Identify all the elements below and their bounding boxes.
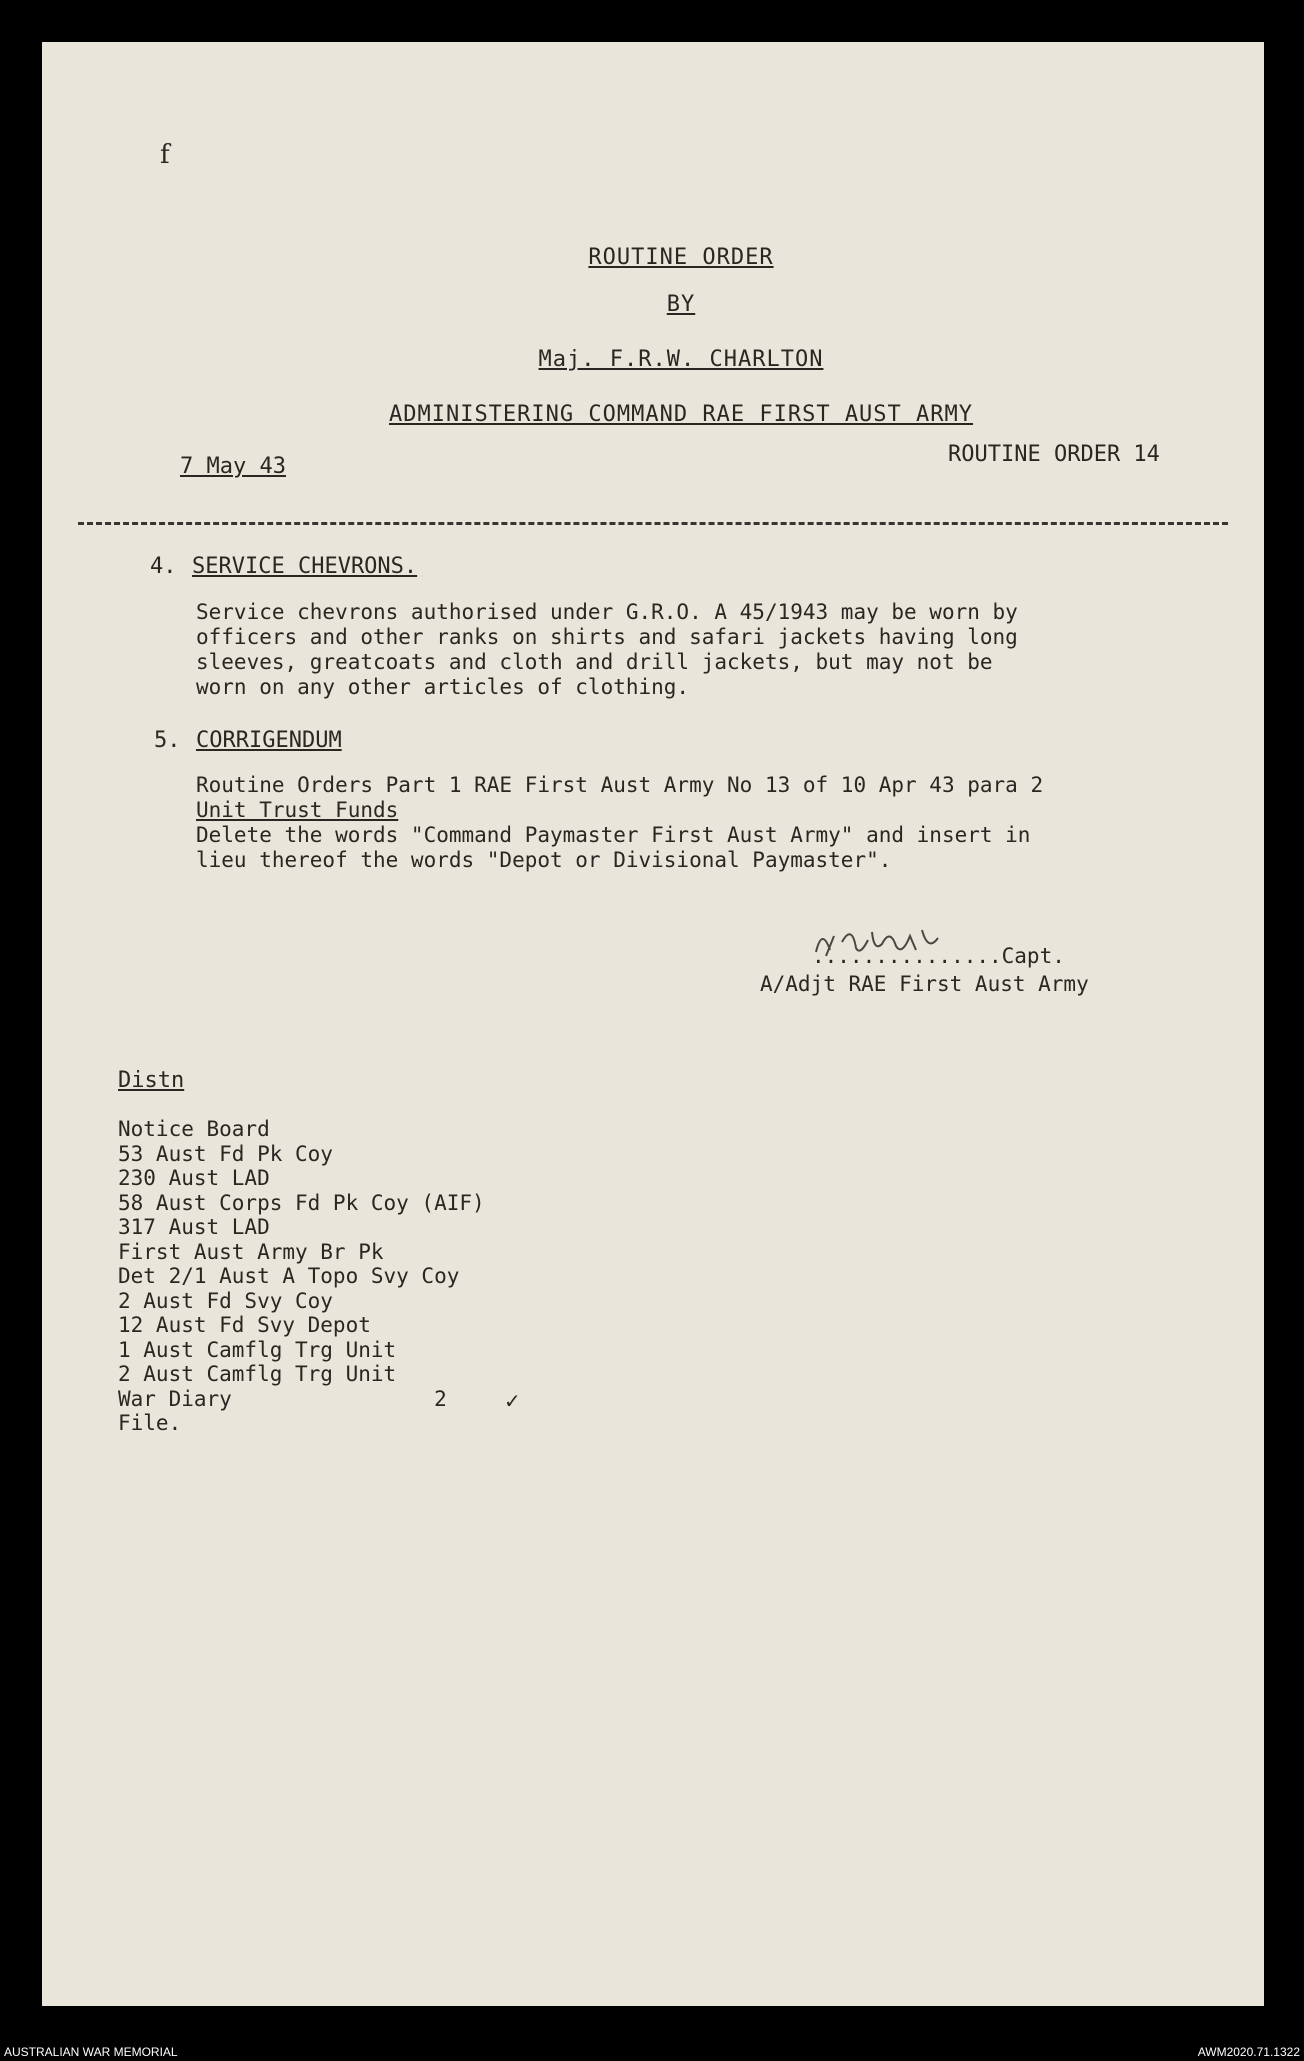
command-line: ADMINISTERING COMMAND RAE FIRST AUST ARMY (388, 402, 974, 427)
section-5-subheading (196, 798, 1196, 823)
divider-rule (78, 522, 1228, 525)
list-item: 12 Aust Fd Svy Depot (118, 1313, 371, 1337)
officer-name: Maj. F.R.W. CHARLTON (538, 347, 824, 372)
list-item: 2 Aust Fd Svy Coy (118, 1288, 333, 1313)
signatory-title: A/Adjt RAE First Aust Army (760, 972, 1089, 996)
list-item: 317 Aust LAD (118, 1215, 270, 1239)
distribution-list (118, 1117, 485, 1436)
list-item: 230 Aust LAD (118, 1166, 270, 1190)
document-title: ROUTINE ORDER (588, 245, 774, 270)
document-page (42, 42, 1264, 2006)
order-reference: ROUTINE ORDER 14 (948, 442, 1160, 467)
list-item: First Aust Army Br Pk (118, 1239, 384, 1264)
list-item: 58 Aust Corps Fd Pk Coy (AIF) (118, 1190, 485, 1215)
distribution-heading: Distn (118, 1068, 185, 1093)
list-item: Notice Board (118, 1117, 270, 1141)
archive-reference: AWM2020.71.1322 (1197, 2045, 1300, 2059)
archive-credit: AUSTRALIAN WAR MEMORIAL (4, 2045, 178, 2059)
section-5-heading (154, 728, 342, 753)
section-title: SERVICE CHEVRONS. (192, 554, 418, 579)
list-item: 1 Aust Camflg Trg Unit (118, 1337, 397, 1362)
list-item: 53 Aust Fd Pk Coy (118, 1141, 333, 1166)
section-4-heading (150, 554, 417, 579)
section-number: 4. (150, 554, 177, 579)
list-item: War Diary 2 (118, 1386, 447, 1411)
by-line: BY (666, 292, 696, 317)
check-mark-icon: ✓ (504, 1389, 521, 1413)
section-5-body-rest: Delete the words "Command Paymaster First Aust Army" and insert in lieu thereof the words "Depot or Divisional Paymaster". (196, 823, 1031, 872)
section-number: 5. (154, 728, 181, 753)
corner-mark: f (160, 140, 170, 170)
signature-line: ...............Capt. (812, 944, 1065, 968)
section-5-body-line1: Routine Orders Part 1 RAE First Aust Army No 13 of 10 Apr 43 para 2 (196, 773, 1044, 797)
order-date: 7 May 43 (180, 454, 286, 479)
list-item: File. (118, 1411, 182, 1435)
section-5-subheading-text: Unit Trust Funds (196, 798, 399, 822)
section-title: CORRIGENDUM (196, 728, 342, 753)
list-item: Det 2/1 Aust A Topo Svy Coy (118, 1264, 460, 1288)
section-4-body: Service chevrons authorised under G.R.O. A 45/1943 may be worn by officers and other ranks on shirts and safari jackets having long sleeves, greatcoats and cloth and drill jackets, but may not be worn on any other articles of clothing. (196, 600, 1018, 699)
list-item: 2 Aust Camflg Trg Unit (118, 1362, 397, 1386)
